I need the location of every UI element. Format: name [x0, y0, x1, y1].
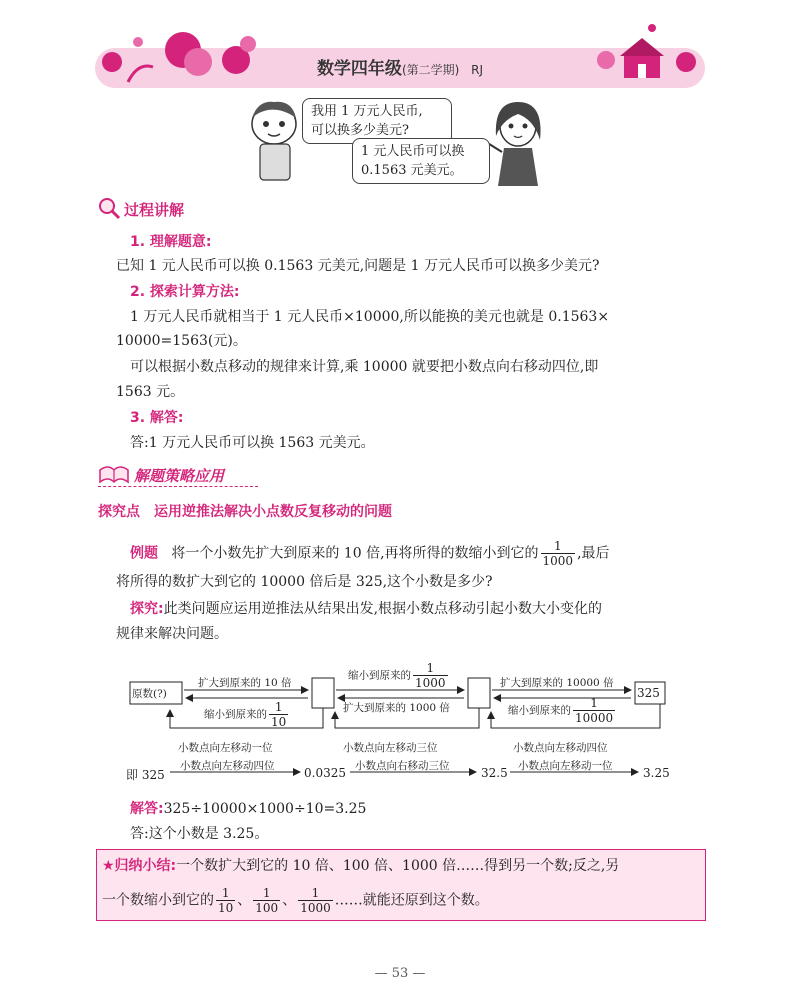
girl-speech-line-1: 1 元人民币可以换: [361, 144, 465, 159]
explore-line-1: 探究:此类问题应运用逆推法从结果出发,根据小数点移动引起小数大小变化的: [130, 601, 603, 617]
step3-text: 答:1 万元人民币可以换 1563 元美元。: [130, 435, 375, 451]
box-blank-2: [468, 678, 490, 708]
arrow1-bottom-label: 缩小到原来的 $\frac{1}{10}$: [204, 700, 287, 729]
arrow3-top-label: 扩大到原来的 10000 倍: [500, 677, 614, 689]
move-left-four-label: 小数点向左移动四位: [513, 742, 608, 754]
step1-label: 1. 理解题意:: [130, 234, 212, 250]
arrow2-bottom-label: 扩大到原来的 1000 倍: [343, 702, 450, 714]
row-arrow3-label: 小数点向左移动一位: [518, 760, 613, 772]
example-fraction: $\frac{1}{1000}$: [542, 539, 574, 568]
step1-text: 已知 1 元人民币可以换 0.1563 元美元,问题是 1 万元人民币可以换多少美元?: [116, 258, 600, 274]
answer-line: 解答:325÷10000×1000÷10=3.25: [130, 801, 367, 817]
answer-final: 答:这个小数是 3.25。: [130, 826, 269, 842]
row-arrow2-label: 小数点向右移动三位: [355, 760, 450, 772]
step2-text2-line-2: 1563 元。: [116, 384, 185, 400]
magnifier-icon: [98, 197, 122, 221]
row-arrow1-label: 小数点向左移动四位: [180, 760, 275, 772]
arrow1-top-label: 扩大到原来的 10 倍: [198, 677, 292, 689]
page-number: — 53 —: [374, 966, 426, 981]
row-value-2: 32.5: [481, 766, 508, 780]
summary-line-1: ★归纳小结:一个数扩大到它的 10 倍、100 倍、1000 倍……得到另一个数;反之,另: [102, 858, 620, 874]
strategy-heading: 解题策略应用: [134, 467, 225, 485]
arrow3-bottom-label: 缩小到原来的 $\frac{1}{10000}$: [508, 696, 614, 725]
boy-speech-line-1: 我用 1 万元人民币,: [311, 104, 423, 119]
explore-line-2: 规律来解决问题。: [116, 626, 228, 642]
girl-speech-bubble: [352, 138, 490, 184]
box-original-label: 原数(?): [132, 688, 167, 700]
box-result-label: 325: [637, 686, 660, 700]
row-start: 即 325: [126, 768, 165, 782]
row-value-1: 0.0325: [304, 766, 346, 780]
header-title: 数学四年级(第二学期) RJ: [316, 59, 484, 79]
move-left-three-label: 小数点向左移动三位: [343, 742, 438, 754]
summary-line-2: 一个数缩小到它的 $\frac{1}{10}$ 、 $\frac{1}{100}$ 、 $\frac{1}{1000}$ ……就能还原到这个数。: [102, 886, 489, 915]
book-icon: [98, 462, 130, 486]
row-value-3: 3.25: [643, 766, 670, 780]
example-label: 例题: [130, 545, 158, 562]
arrow2-top-label: 缩小到原来的 $\frac{1}{1000}$: [348, 661, 446, 690]
step2-text-line-1: 1 万元人民币就相当于 1 元人民币×10000,所以能换的美元也就是 0.1563×: [130, 309, 610, 325]
example-line-1: 例题 将一个小数先扩大到原来的 10 倍,再将所得的数缩小到它的 $\frac{1}{1000}$ ,最后: [130, 539, 610, 568]
move-left-one-label: 小数点向左移动一位: [178, 742, 273, 754]
process-heading: 过程讲解: [124, 201, 185, 219]
step3-label: 3. 解答:: [130, 410, 184, 426]
example-line-2: 将所得的数扩大到它的 10000 倍后是 325,这个小数是多少?: [116, 574, 493, 590]
step2-text-line-2: 10000=1563(元)。: [116, 333, 247, 349]
topic-title: 探究点 运用逆推法解决小点数反复移动的问题: [98, 504, 392, 520]
heading-underline: [98, 486, 258, 487]
girl-speech-line-2: 0.1563 元美元。: [361, 163, 463, 178]
boy-speech-line-2: 可以换多少美元?: [311, 123, 409, 138]
box-blank-1: [312, 678, 334, 708]
step2-label: 2. 探索计算方法:: [130, 284, 240, 300]
step2-text2-line-1: 可以根据小数点移动的规律来计算,乘 10000 就要把小数点向右移动四位,即: [130, 359, 599, 375]
